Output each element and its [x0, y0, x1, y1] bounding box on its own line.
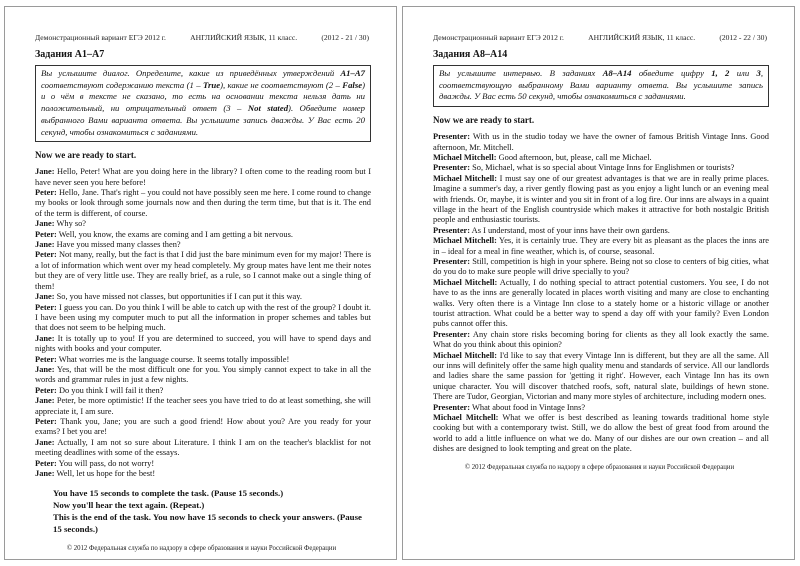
speaker-name: Michael Mitchell: — [433, 152, 497, 162]
speaker-name: Michael Mitchell: — [433, 413, 499, 423]
dialogue-paragraph: Jane: Why so? — [35, 219, 87, 229]
speaker-name: Peter: — [35, 188, 57, 198]
speaker-name: Jane: — [35, 333, 55, 343]
dialogue-paragraph: Presenter: Any chain store risks becoming boring for clients as they all look exactly the same. What do you think about this opinion? — [433, 329, 769, 350]
ready-line: Now we are ready to start. — [433, 115, 535, 126]
instruction-text-run: A1–A7 — [340, 68, 365, 78]
exam-page-left — [4, 6, 397, 560]
closing-instructions — [53, 488, 371, 535]
dialogue-paragraph: Peter: What worries me is the language course. It seems totally impossible! — [35, 354, 290, 364]
dialogue-paragraph: Jane: Well, let us hope for the best! — [35, 469, 156, 478]
dialogue-paragraph: Presenter: So, Michael, what is so special about Vintage Inns for Englishmen or tourists? — [433, 163, 735, 173]
speaker-name: Jane: — [35, 437, 55, 447]
dialogue-paragraph: Peter: I guess you can. Do you think I will be able to catch up with the rest of the group? I doubt it. I have been using my computer much to put all the information in proper schemes and tables but that does not seem to be helping much. — [35, 302, 371, 333]
closing-line: Now you'll hear the text again. (Repeat.) — [53, 500, 205, 511]
speaker-name: Presenter: — [433, 329, 471, 339]
speaker-name: Jane: — [35, 292, 55, 302]
instruction-text-run: ), какие не соответствуют (2 – — [220, 79, 343, 90]
page-header — [433, 33, 767, 42]
ready-line: Now we are ready to start. — [35, 150, 137, 161]
instruction-text-run: False — [342, 79, 363, 90]
exam-page-right — [402, 6, 795, 560]
dialogue-paragraph: Presenter: With us in the studio today we have the owner of famous British Vintage Inns. Good afternoon, Mr. Mitchell. — [433, 132, 769, 152]
speaker-name: Presenter: — [433, 163, 471, 173]
dialogue-paragraph: Michael Mitchell: I'd like to say that every Vintage Inn is different, but they are all the same. All our inns will definitely offer the same high quality menu and standards of service. All our landlords and ladies share the same passion for 'getting it right'. However, each Vintage Inn has its own unique character. You will discover thatched roofs, soft, natural slate, buildings of hewn stone. There are Tudor, Georgian, Victorian and many more styles of architecture, including modern ones. — [433, 350, 769, 402]
speaker-name: Peter: — [35, 416, 57, 426]
speaker-name: Presenter: — [433, 225, 471, 235]
dialogue-paragraph: Peter: Not many, really, but the fact is that I did just the bare minimum even for my major! There is a lot of information which went over my head completely. My group mates have lent me their notes but they are of very little use. They are really brief, as a rule, so I cannot make out a single thing of them! — [35, 250, 371, 291]
speaker-name: Michael Mitchell: — [433, 236, 497, 246]
dialogue-paragraph: Peter: You will pass, do not worry! — [35, 458, 155, 468]
speaker-name: Jane: — [35, 219, 55, 229]
speaker-name: Peter: — [35, 458, 57, 468]
dialogue-paragraph: Jane: Actually, I am not so sure about Literature. I think I am on the teacher's blacklist for not meeting deadlines with some of the essays. — [35, 437, 371, 458]
header-page-code: (2012 - 22 / 30) — [719, 33, 767, 42]
dialogue-paragraph: Jane: It is totally up to you! If you are determined to succeed, you will have to spend days and nights with books and your computer. — [35, 333, 371, 354]
speaker-name: Peter: — [35, 385, 57, 395]
speaker-name: Peter: — [35, 302, 57, 312]
instruction-text-run: ). Обведите номер выбранного Вами варианта ответа. Вы услышите запись дважды. У Вас есть 20 секунд, чтобы ознакомиться с заданиями. — [41, 103, 365, 137]
dialogue-paragraph: Jane: Hello, Peter! What are you doing here in the library? I often come to the reading room but I have never seen you here before! — [35, 167, 371, 187]
dialogue-transcript — [35, 167, 371, 479]
instruction-text-run: или — [729, 68, 757, 78]
dialogue-paragraph: Michael Mitchell: Yes, it is certainly true. They are every bit as pleasant as the places the inns are in – ideal for a meal in fine weather, which is, of course, seasonal. — [433, 236, 769, 256]
dialogue-paragraph: Michael Mitchell: What we offer is best described as leaning towards traditional home style cooking but with a contemporary twist. Still, we do allow the best of great food from around the world to add a little influence on what we do. Many of our dishes are our own creation – and all dishes are designed to look tempting and great on the plate. — [433, 413, 769, 454]
dialogue-paragraph: Presenter: Still, competition is high in your sphere. Being not so close to centers of big cities, what do you do to make sure people will drive specially to you? — [433, 256, 769, 277]
section-title: Задания A1–A7 — [35, 49, 105, 60]
instruction-text-run: Not stated — [247, 103, 289, 114]
dialogue-paragraph: Jane: Peter, be more optimistic! If the teacher sees you have tried to do at least something, she will appreciate it, I am sure. — [35, 396, 371, 416]
speaker-name: Presenter: — [433, 402, 471, 412]
speaker-name: Jane: — [35, 240, 55, 250]
dialogue-paragraph: Jane: Have you missed many classes then? — [35, 240, 181, 250]
page-footer: © 2012 Федеральная служба по надзору в сфере образования и науки Российской Федерации — [464, 463, 735, 471]
instruction-text-run: ) и о чём в тексте не сказано, то есть на основании текста нельзя дать ни положительный, ни отрицательный ответ (3 – — [41, 79, 365, 114]
header-subject-label: АНГЛИЙСКИЙ ЯЗЫК, 11 класс. — [588, 33, 696, 42]
closing-line: You have 15 seconds to complete the task. (Pause 15 seconds.) — [53, 488, 284, 499]
dialogue-paragraph: Jane: Yes, that will be the most difficult one for you. You simply cannot expect to take in all the words and grammar rules in just a few nights. — [35, 364, 371, 385]
speaker-name: Jane: — [35, 469, 55, 478]
dialogue-paragraph: Jane: So, you have missed not classes, but opportunities if I can put it this way. — [35, 292, 302, 302]
dialogue-paragraph: Presenter: What about food in Vintage Inns? — [433, 402, 586, 412]
speaker-name: Jane: — [35, 167, 55, 177]
instruction-text-run: 3 — [756, 68, 761, 78]
speaker-name: Jane: — [35, 364, 55, 374]
instruction-text-run: , соответствующую выбранному Вами варианту ответа. Вы услышите запись дважды. У Вас есть 50 секунд, чтобы ознакомиться с заданиями. — [439, 68, 763, 102]
instruction-text-run: A8–A14 — [602, 68, 632, 78]
instruction-box — [35, 65, 371, 142]
speaker-name: Peter: — [35, 354, 57, 364]
speaker-name: Michael Mitchell: — [433, 277, 498, 287]
header-page-code: (2012 - 21 / 30) — [321, 33, 369, 42]
speaker-name: Peter: — [35, 250, 57, 260]
instruction-text-run: обведите цифру — [631, 68, 712, 78]
dialogue-paragraph: Peter: Well, you know, the exams are coming and I am getting a bit nervous. — [35, 229, 293, 239]
speaker-name: Michael Mitchell: — [433, 350, 498, 360]
instruction-text-run: соответствуют содержанию текста (1 – — [41, 79, 204, 90]
speaker-name: Presenter: — [433, 256, 471, 266]
dialogue-paragraph: Presenter: As I understand, most of your inns have their own gardens. — [433, 225, 670, 235]
section-title: Задания A8–A14 — [433, 49, 508, 60]
closing-line: This is the end of the task. You now have 15 seconds to check your answers. (Pause 15 seconds.) — [53, 512, 362, 534]
header-subject-label: АНГЛИЙСКИЙ ЯЗЫК, 11 класс. — [190, 33, 298, 42]
dialogue-paragraph: Michael Mitchell: Actually, I do nothing special to attract potential customers. You see, I do not have to as the inns are generally located in places worth visiting and many are close to enchanting walks. Very often there is a Vintage Inn close to a stately home or a historic village or another tourist attraction. What could be a better way to spend a day off with your family? Even London pubs cannot offer this. — [433, 277, 769, 329]
dialogue-paragraph: Michael Mitchell: I must say one of our greatest advantages is that we are in really prime places. Imagine a summer's day, a river gently flowing past as you enjoy a light lunch or an evening meal with friends. Or, maybe, it is winter and you sit in front of a log fire. Our inns are always in a quaint village in the heart of the English countryside which makes it attractive for both nostalgic British people and enthusiastic tourists. — [433, 173, 769, 225]
dialogue-paragraph: Peter: Do you think I will fail it then? — [35, 385, 164, 395]
instruction-text-run: Вы услышите диалог. Определите, какие из приведённых утверждений — [41, 68, 341, 78]
dialogue-paragraph: Michael Mitchell: Good afternoon, but, please, call me Michael. — [433, 152, 652, 162]
dialogue-paragraph: Peter: Hello, Jane. That's right – you could not have possibly seen me here. I come round to change my books or look through some journals now and then during the term time, but that is it. The end of the term is different, of course. — [35, 188, 371, 218]
interview-transcript — [433, 132, 769, 455]
page-footer: © 2012 Федеральная служба по надзору в сфере образования и науки Российской Федерации — [66, 544, 337, 552]
instruction-text-run: Вы услышите интервью. В заданиях — [439, 68, 603, 78]
dialogue-paragraph: Peter: Thank you, Jane; you are such a good friend! How about you? Are you ready for your exams? I bet you are! — [35, 416, 371, 437]
speaker-name: Peter: — [35, 229, 57, 239]
header-variant-label: Демонстрационный вариант ЕГЭ 2012 г. — [433, 33, 564, 42]
instruction-text-run: True — [203, 79, 221, 90]
speaker-name: Michael Mitchell: — [433, 173, 498, 183]
instruction-box — [433, 65, 769, 107]
speaker-name: Presenter: — [433, 132, 471, 142]
header-variant-label: Демонстрационный вариант ЕГЭ 2012 г. — [35, 33, 166, 42]
instruction-text-run: 1, 2 — [711, 68, 730, 78]
speaker-name: Jane: — [35, 396, 55, 406]
page-header — [35, 33, 369, 42]
